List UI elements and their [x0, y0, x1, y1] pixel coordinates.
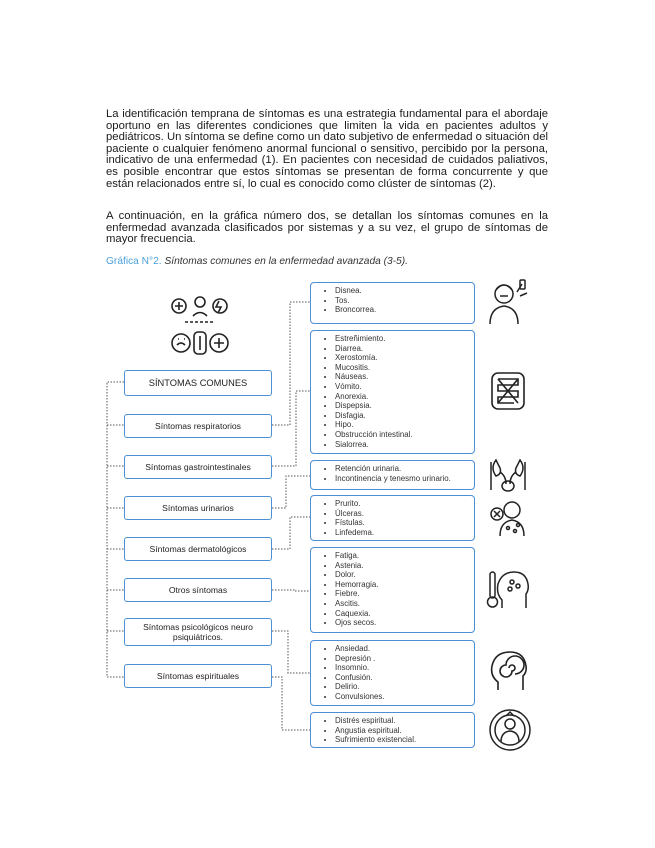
- category-other: Otros síntomas: [124, 578, 272, 602]
- symptom-box-other: [310, 547, 475, 633]
- list-item: • Diarrea.: [335, 344, 470, 354]
- category-psychological: Síntomas psicológicos neuro psiquiátricos.: [124, 618, 272, 646]
- list-item: • Dispepsia.: [335, 401, 470, 411]
- list-item: • Depresión .: [335, 654, 470, 664]
- symptom-box-psychological: [310, 640, 475, 706]
- list-item: • Mucositis.: [335, 363, 470, 373]
- list-item: • Estreñimiento.: [335, 334, 470, 344]
- list-item: • Fiebre.: [335, 589, 470, 599]
- list-item: • Fatiga.: [335, 551, 470, 561]
- list-item: • Delirio.: [335, 682, 470, 692]
- symptom-box-dermatological: [310, 495, 475, 541]
- caption-text: Síntomas comunes en la enfermedad avanzada (3-5).: [164, 256, 408, 267]
- list-item: • Obstrucción intestinal.: [335, 430, 470, 440]
- list-item: • Náuseas.: [335, 372, 470, 382]
- list-item: • Insomnio.: [335, 663, 470, 673]
- coughing-person-icon: [486, 278, 530, 326]
- symptom-box-spiritual: [310, 712, 475, 748]
- list-item: • Ascitis.: [335, 599, 470, 609]
- skin-patient-icon: [488, 498, 528, 538]
- figure-caption: [106, 256, 408, 267]
- list-item: • Linfedema.: [335, 528, 470, 538]
- list-item: • Caquexia.: [335, 609, 470, 619]
- list-item: • Retención urinaria.: [335, 464, 470, 474]
- list-item: • Disfagia.: [335, 411, 470, 421]
- list-item: • Ansiedad.: [335, 644, 470, 654]
- category-spiritual: Síntomas espirituales: [124, 664, 272, 688]
- category-urinary: Síntomas urinarios: [124, 496, 272, 520]
- symptom-box-urinary: [310, 460, 475, 490]
- second-paragraph: A continuación, en la gráfica número dos, se detallan los síntomas comunes en la enfermedad avanzada clasificados por sistemas y a su vez, el grupo de síntomas de mayor frecuencia.: [106, 210, 548, 246]
- list-item: • Astenia.: [335, 561, 470, 571]
- intro-paragraph: La identificación temprana de síntomas es una estrategia fundamental para el abordaje oportuno en las diferentes condiciones que limiten la vida en pacientes adultos y pediátricos. Un síntoma se define como un dato subjetivo de enfermedad o situación del paciente o cualquier fenómeno anormal funcional o sensitivo, percibido por la persona, indicativo de una enfermedad (1). En pacientes con necesidad de cuidados paliativos, es posible encontrar que estos síntomas se presentan de forma concurrente y que están relacionados entre sí, lo cual es conocido como clúster de síntomas (2).: [106, 108, 548, 190]
- list-item: • Fístulas.: [335, 518, 470, 528]
- list-item: • Ojos secos.: [335, 618, 470, 628]
- list-item: • Disnea.: [335, 286, 470, 296]
- list-item: • Angustia espiritual.: [335, 726, 470, 736]
- symptom-box-gastrointestinal: [310, 330, 475, 454]
- symptom-box-respiratory: [310, 282, 475, 324]
- kidney-bladder-icon: [488, 456, 528, 494]
- list-item: • Anorexia.: [335, 392, 470, 402]
- list-item: • Hipo.: [335, 420, 470, 430]
- category-gastrointestinal: Síntomas gastrointestinales: [124, 455, 272, 479]
- list-item: • Hemorragia.: [335, 580, 470, 590]
- spiritual-person-icon: [488, 708, 532, 752]
- list-item: • Convulsiones.: [335, 692, 470, 702]
- list-item: • Confusión.: [335, 673, 470, 683]
- mental-health-head-icon: [488, 648, 530, 692]
- category-respiratory: Síntomas respiratorios: [124, 414, 272, 438]
- symptoms-cluster-icon: [172, 297, 228, 354]
- list-item: • Distrés espiritual.: [335, 716, 470, 726]
- list-item: • Sufrimiento existencial.: [335, 735, 470, 745]
- main-node: SÍNTOMAS COMUNES: [124, 370, 272, 396]
- fever-head-icon: [486, 568, 530, 612]
- list-item: • Dolor.: [335, 570, 470, 580]
- caption-label: Gráfica N°2.: [106, 256, 162, 267]
- list-item: • Úlceras.: [335, 509, 470, 519]
- list-item: • Prurito.: [335, 499, 470, 509]
- list-item: • Incontinencia y tenesmo urinario.: [335, 474, 470, 484]
- list-item: • Broncorrea.: [335, 305, 470, 315]
- list-item: • Tos.: [335, 296, 470, 306]
- list-item: • Xerostomía.: [335, 353, 470, 363]
- category-dermatological: Síntomas dermatológicos: [124, 537, 272, 561]
- intestine-icon: [488, 370, 528, 414]
- list-item: • Vómito.: [335, 382, 470, 392]
- list-item: • Sialorrea.: [335, 440, 470, 450]
